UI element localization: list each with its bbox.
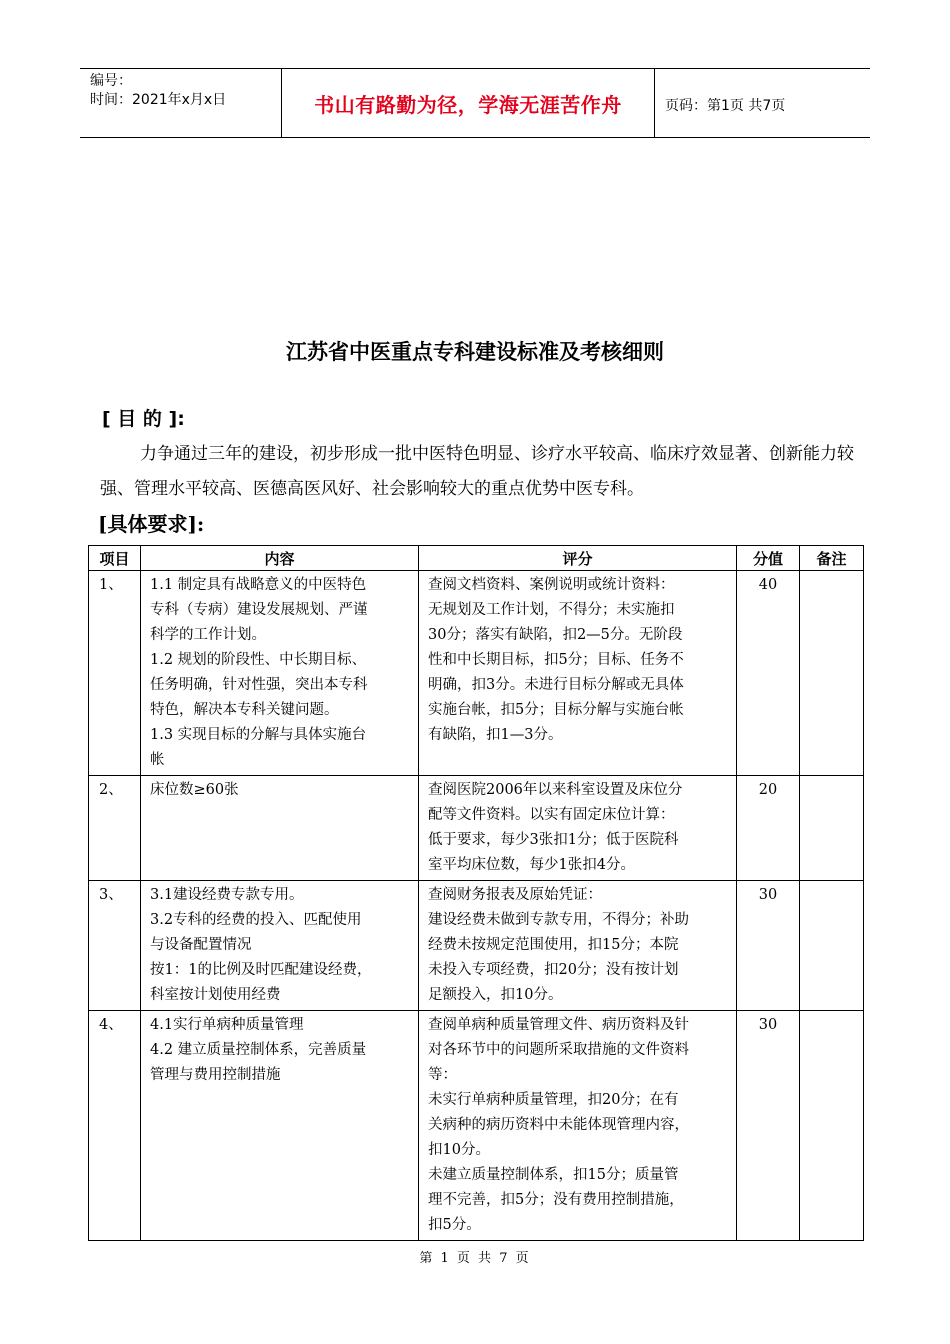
content-line: 特色，解决本专科关键问题。: [150, 702, 339, 718]
purpose-paragraph: 力争通过三年的建设，初步形成一批中医特色明显、诊疗水平较高、临床疗效显著、创新能力较强、管理水平较高、医德高医风好、社会影响较大的重点优势中医专科。: [100, 444, 854, 499]
table-row: [89, 571, 864, 776]
row-score: 30: [737, 881, 800, 1011]
scoring-line: 配等文件资料。以实有固定床位计算：: [428, 807, 675, 823]
scoring-line: 30分；落实有缺陷，扣2—5分。无阶段: [428, 627, 683, 643]
page-number: 页码：第1页 共7页: [665, 98, 786, 114]
row-item-number: 1、: [89, 571, 141, 776]
scoring-line: 有缺陷，扣1—3分。: [428, 727, 563, 743]
time-label: 时间：2021年x月x日: [90, 92, 227, 108]
scoring-line: 无规划及工作计划，不得分；未实施扣: [428, 602, 675, 618]
content-line: 4.1实行单病种质量管理: [150, 1017, 304, 1033]
row-content: [141, 571, 419, 776]
scoring-line: 对各环节中的问题所采取措施的文件资料: [428, 1042, 689, 1058]
row-scoring: [419, 1011, 737, 1241]
content-line: 科学的工作计划。: [150, 627, 266, 643]
row-scoring: [419, 881, 737, 1011]
scoring-line: 查阅文档资料、案例说明或统计资料：: [428, 577, 675, 593]
row-score: 40: [737, 571, 800, 776]
scoring-line: 查阅财务报表及原始凭证：: [428, 887, 602, 903]
row-content: [141, 881, 419, 1011]
row-note: [800, 571, 864, 776]
purpose-heading: [ 目 的 ]:: [102, 408, 185, 430]
content-line: 帐: [150, 752, 165, 768]
content-line: 与设备配置情况: [150, 937, 252, 953]
content-line: 管理与费用控制措施: [150, 1067, 281, 1083]
scoring-line: 低于要求，每少3张扣1分；低于医院科: [428, 832, 679, 848]
content-line: 科室按计划使用经费: [150, 987, 281, 1003]
content-line: 任务明确，针对性强，突出本专科: [150, 677, 368, 693]
content-line: 3.2专科的经费的投入、匹配使用: [150, 912, 362, 928]
header-content: 内容: [141, 546, 419, 571]
content-line: 专科（专病）建设发展规划、严谨: [150, 602, 368, 618]
content-line: 4.2 建立质量控制体系，完善质量: [150, 1042, 367, 1058]
scoring-line: 性和中长期目标，扣5分；目标、任务不: [428, 652, 684, 668]
scoring-line: 明确，扣3分。未进行目标分解或无具体: [428, 677, 684, 693]
criteria-table: [88, 545, 864, 1241]
header-note: 备注: [800, 546, 864, 571]
content-line: 1.3 实现目标的分解与具体实施台: [150, 727, 367, 743]
header-score: 分值: [737, 546, 800, 571]
page-footer: 第 1 页 共 7 页: [419, 1251, 531, 1266]
scoring-line: 查阅医院2006年以来科室设置及床位分: [428, 782, 683, 798]
table-row: [89, 1011, 864, 1241]
row-content: [141, 776, 419, 881]
row-scoring: [419, 571, 737, 776]
document-title: 江苏省中医重点专科建设标准及考核细则: [286, 340, 664, 364]
scoring-line: 建设经费未做到专款专用，不得分；补助: [428, 912, 689, 928]
scoring-line: 足额投入，扣10分。: [428, 987, 563, 1003]
content-line: 按1：1的比例及时匹配建设经费，: [150, 962, 372, 978]
scoring-line: 查阅单病种质量管理文件、病历资料及针: [428, 1017, 689, 1033]
row-content: [141, 1011, 419, 1241]
row-item-number: 2、: [89, 776, 141, 881]
scoring-line: 未建立质量控制体系，扣15分；质量管: [428, 1167, 679, 1183]
scoring-line: 关病种的病历资料中未能体现管理内容，: [428, 1117, 689, 1133]
scoring-line: 未投入专项经费，扣20分；没有按计划: [428, 962, 679, 978]
header-item: 项目: [89, 546, 141, 571]
row-note: [800, 881, 864, 1011]
row-item-number: 3、: [89, 881, 141, 1011]
scoring-line: 等：: [428, 1067, 457, 1083]
table-row: [89, 881, 864, 1011]
row-score: 20: [737, 776, 800, 881]
header-motto: [282, 69, 655, 137]
scoring-line: 室平均床位数，每少1张扣4分。: [428, 857, 635, 873]
requirements-heading: [具体要求]:: [98, 512, 205, 536]
scoring-line: 经费未按规定范围使用，扣15分；本院: [428, 937, 679, 953]
content-line: 1.1 制定具有战略意义的中医特色: [150, 577, 367, 593]
row-note: [800, 776, 864, 881]
scoring-line: 实施台帐，扣5分；目标分解与实施台帐: [428, 702, 684, 718]
header-scoring: 评分: [419, 546, 737, 571]
row-note: [800, 1011, 864, 1241]
scoring-line: 未实行单病种质量管理，扣20分；在有: [428, 1092, 679, 1108]
content-line: 床位数≥60张: [150, 782, 239, 798]
serial-label: 编号：: [90, 73, 132, 89]
scoring-line: 理不完善，扣5分；没有费用控制措施，: [428, 1192, 684, 1208]
scoring-line: 扣10分。: [428, 1142, 490, 1158]
page-header: [80, 68, 870, 138]
content-line: 1.2 规划的阶段性、中长期目标、: [150, 652, 367, 668]
scoring-line: 扣5分。: [428, 1217, 481, 1233]
motto-text: 书山有路勤为径，学海无涯苦作舟: [314, 92, 622, 117]
table-row: [89, 776, 864, 881]
row-item-number: 4、: [89, 1011, 141, 1241]
row-score: 30: [737, 1011, 800, 1241]
row-scoring: [419, 776, 737, 881]
table-header-row: [89, 546, 864, 571]
content-line: 3.1建设经费专款专用。: [150, 887, 304, 903]
header-meta: [80, 69, 282, 137]
